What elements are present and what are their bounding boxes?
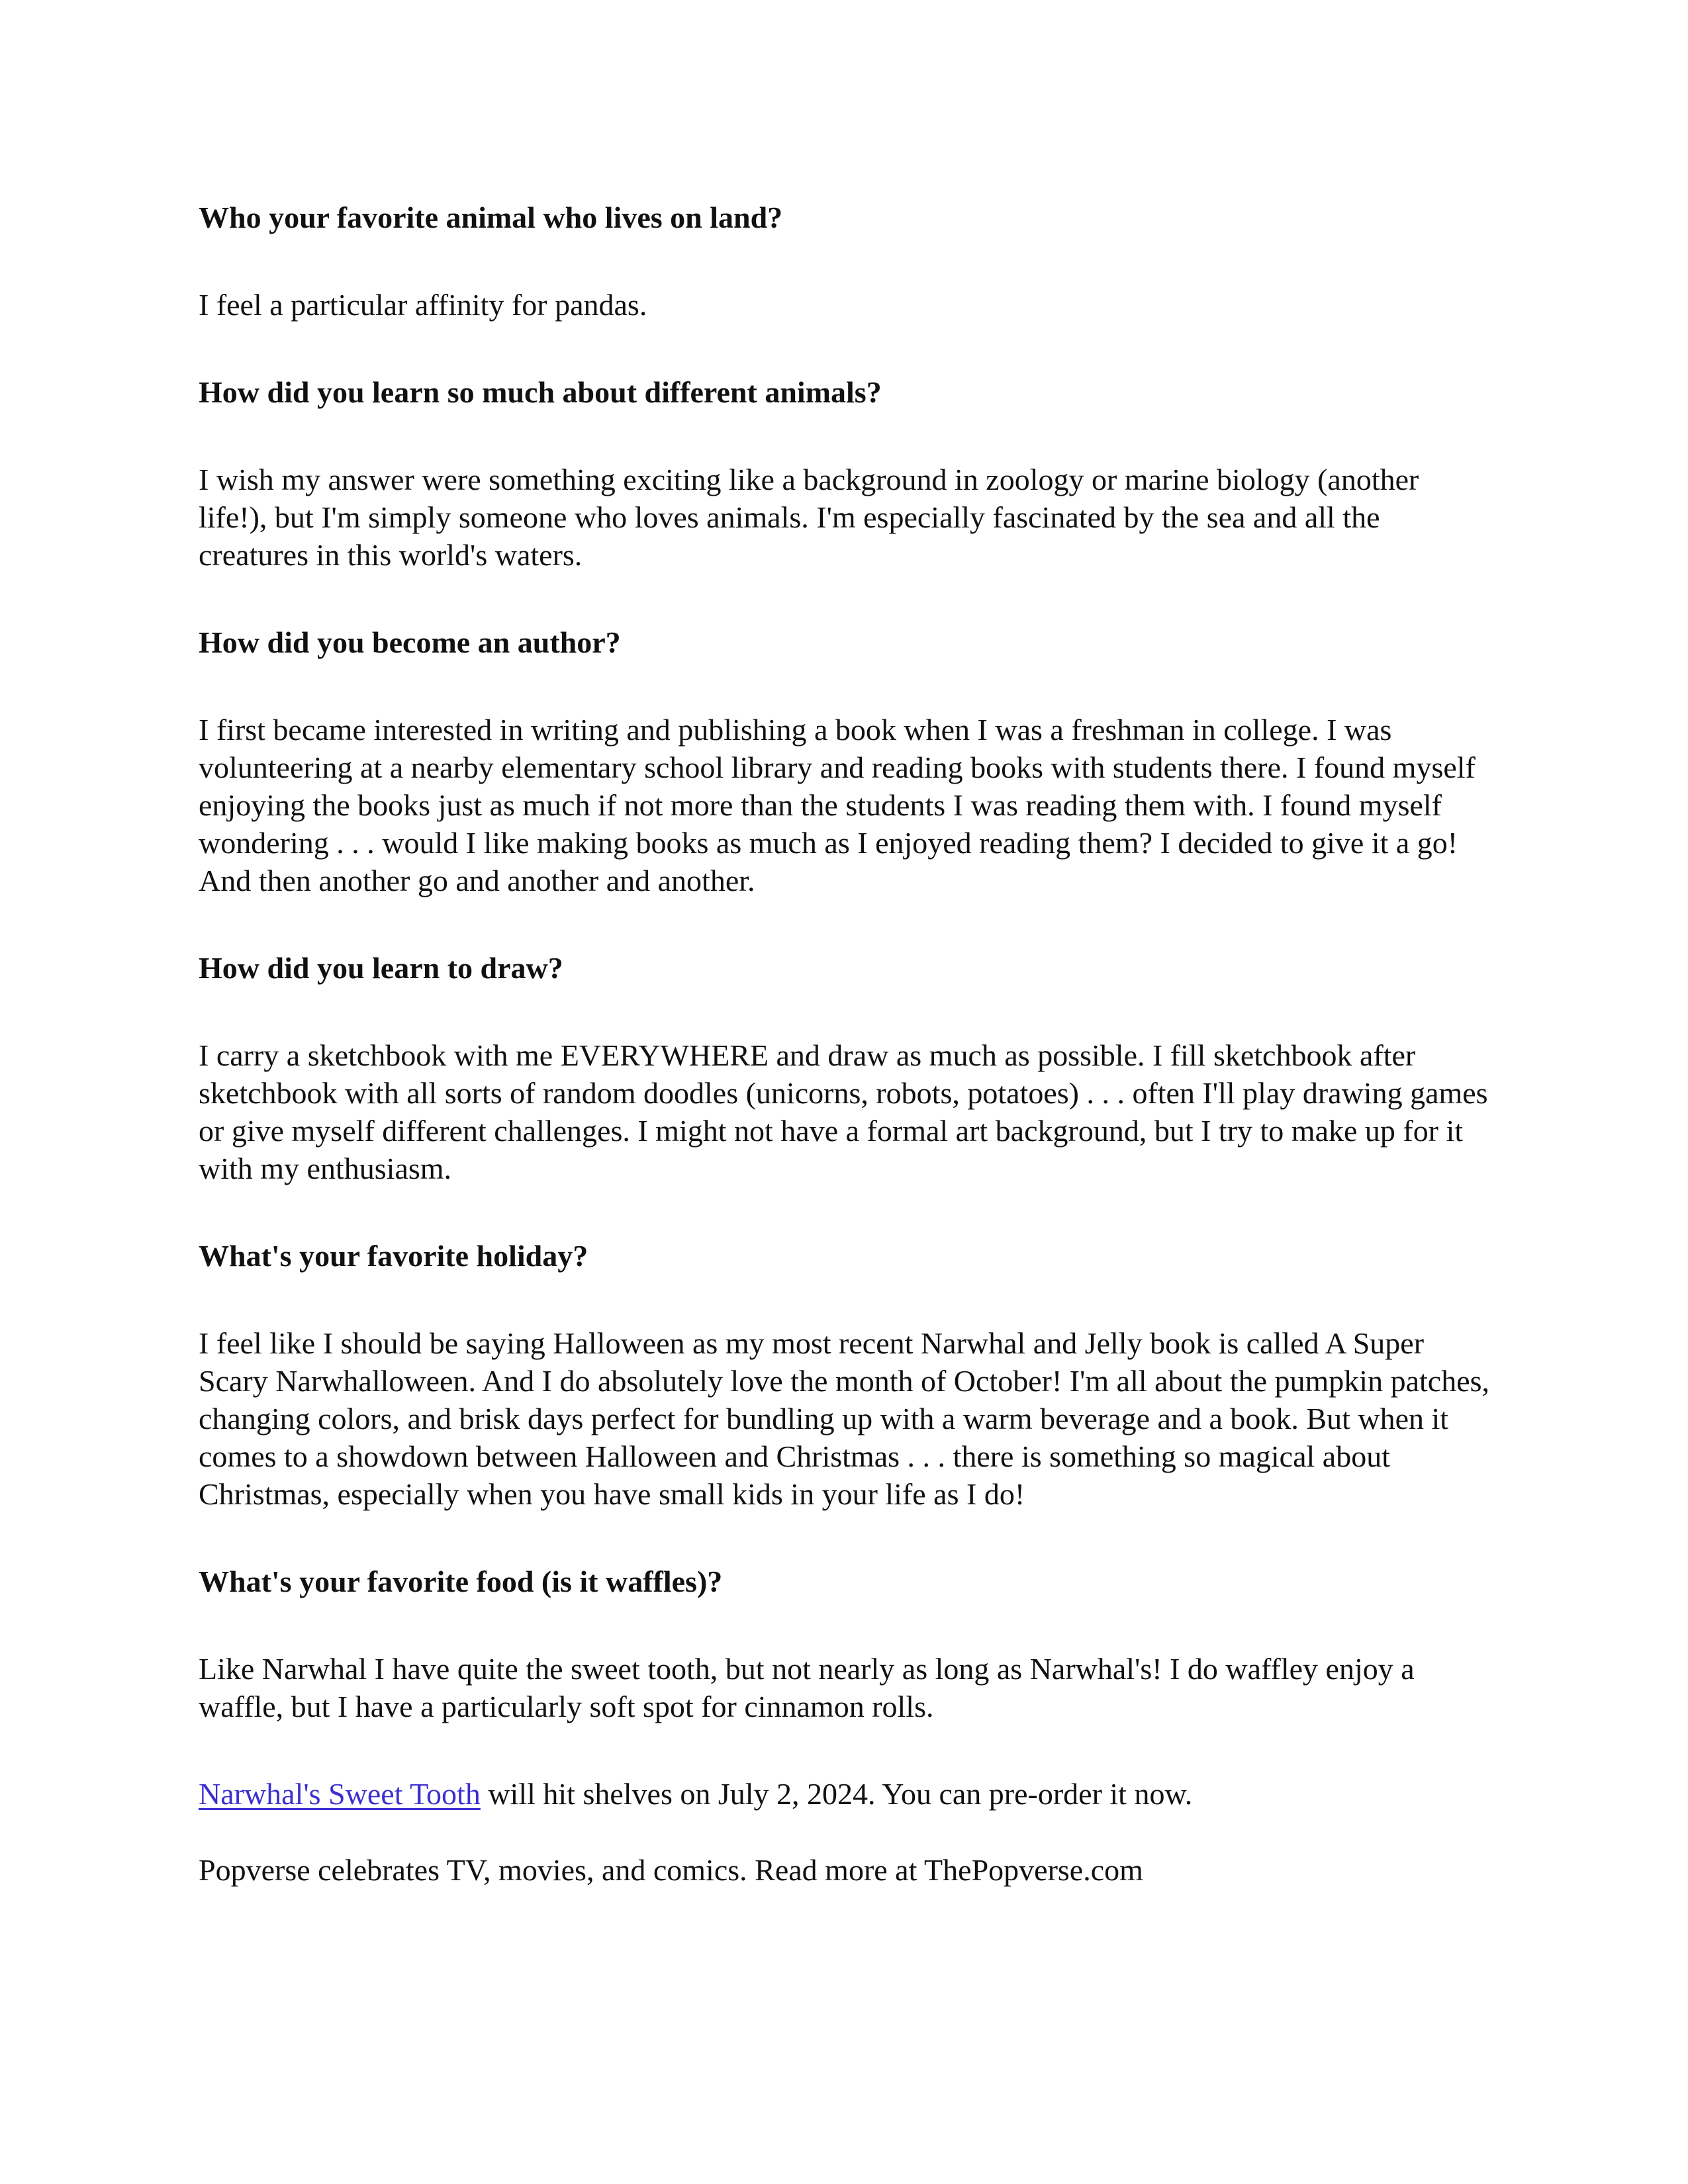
faq-learning-about-animals bbox=[199, 373, 1489, 574]
faq-learning-to-draw bbox=[199, 949, 1489, 1187]
question-heading: What's your favorite food (is it waffles)? bbox=[199, 1565, 723, 1598]
answer-paragraph: I first became interested in writing and publishing a book when I was a freshman in college. I was volunteering at a nearby elementary school library and reading books with students there. I found myself enjoying the books just as much if not more than the students I was reading them with. I found myself wondering . . . would I like making books as much as I enjoyed reading them? I decided to give it a go! And then another go and another and another. bbox=[199, 713, 1476, 897]
release-date-text: will hit shelves on July 2, 2024. You can pre-order it now. bbox=[480, 1777, 1193, 1811]
answer-paragraph: I feel a particular affinity for pandas. bbox=[199, 288, 647, 322]
question-heading: How did you learn to draw? bbox=[199, 951, 563, 985]
release-announcement bbox=[199, 1775, 1489, 1813]
faq-becoming-author bbox=[199, 623, 1489, 899]
question-heading: How did you become an author? bbox=[199, 625, 621, 659]
popverse-footer: Popverse celebrates TV, movies, and comics. Read more at ThePopverse.com bbox=[199, 1853, 1143, 1887]
faq-favorite-food bbox=[199, 1563, 1489, 1725]
answer-paragraph: Like Narwhal I have quite the sweet tooth, but not nearly as long as Narwhal's! I do waffley enjoy a waffle, but I have a particularly soft spot for cinnamon rolls. bbox=[199, 1652, 1415, 1723]
answer-paragraph: I wish my answer were something exciting like a background in zoology or marine biology (another life!), but I'm simply someone who loves animals. I'm especially fascinated by the sea and all the creatures in this world's waters. bbox=[199, 463, 1419, 572]
answer-paragraph: I carry a sketchbook with me EVERYWHERE and draw as much as possible. I fill sketchbook after sketchbook with all sorts of random doodles (unicorns, robots, potatoes) . . . often I'll play drawing games or give myself different challenges. I might not have a formal art background, but I try to make up for it with my enthusiasm. bbox=[199, 1038, 1488, 1185]
book-title-link[interactable]: Narwhal's Sweet Tooth bbox=[199, 1777, 481, 1811]
faq-favorite-land-animal bbox=[199, 199, 1489, 324]
question-heading: Who your favorite animal who lives on land? bbox=[199, 201, 783, 234]
question-heading: How did you learn so much about different animals? bbox=[199, 375, 882, 409]
answer-paragraph: I feel like I should be saying Halloween as my most recent Narwhal and Jelly book is called A Super Scary Narwhalloween. And I do absolutely love the month of October! I'm all about the pumpkin patches, changing colors, and brisk days perfect for bundling up with a warm beverage and a book. But when it comes to a showdown between Halloween and Christmas . . . there is something so magical about Christmas, especially when you have small kids in your life as I do! bbox=[199, 1326, 1490, 1511]
question-heading: What's your favorite holiday? bbox=[199, 1239, 588, 1273]
faq-favorite-holiday bbox=[199, 1237, 1489, 1513]
